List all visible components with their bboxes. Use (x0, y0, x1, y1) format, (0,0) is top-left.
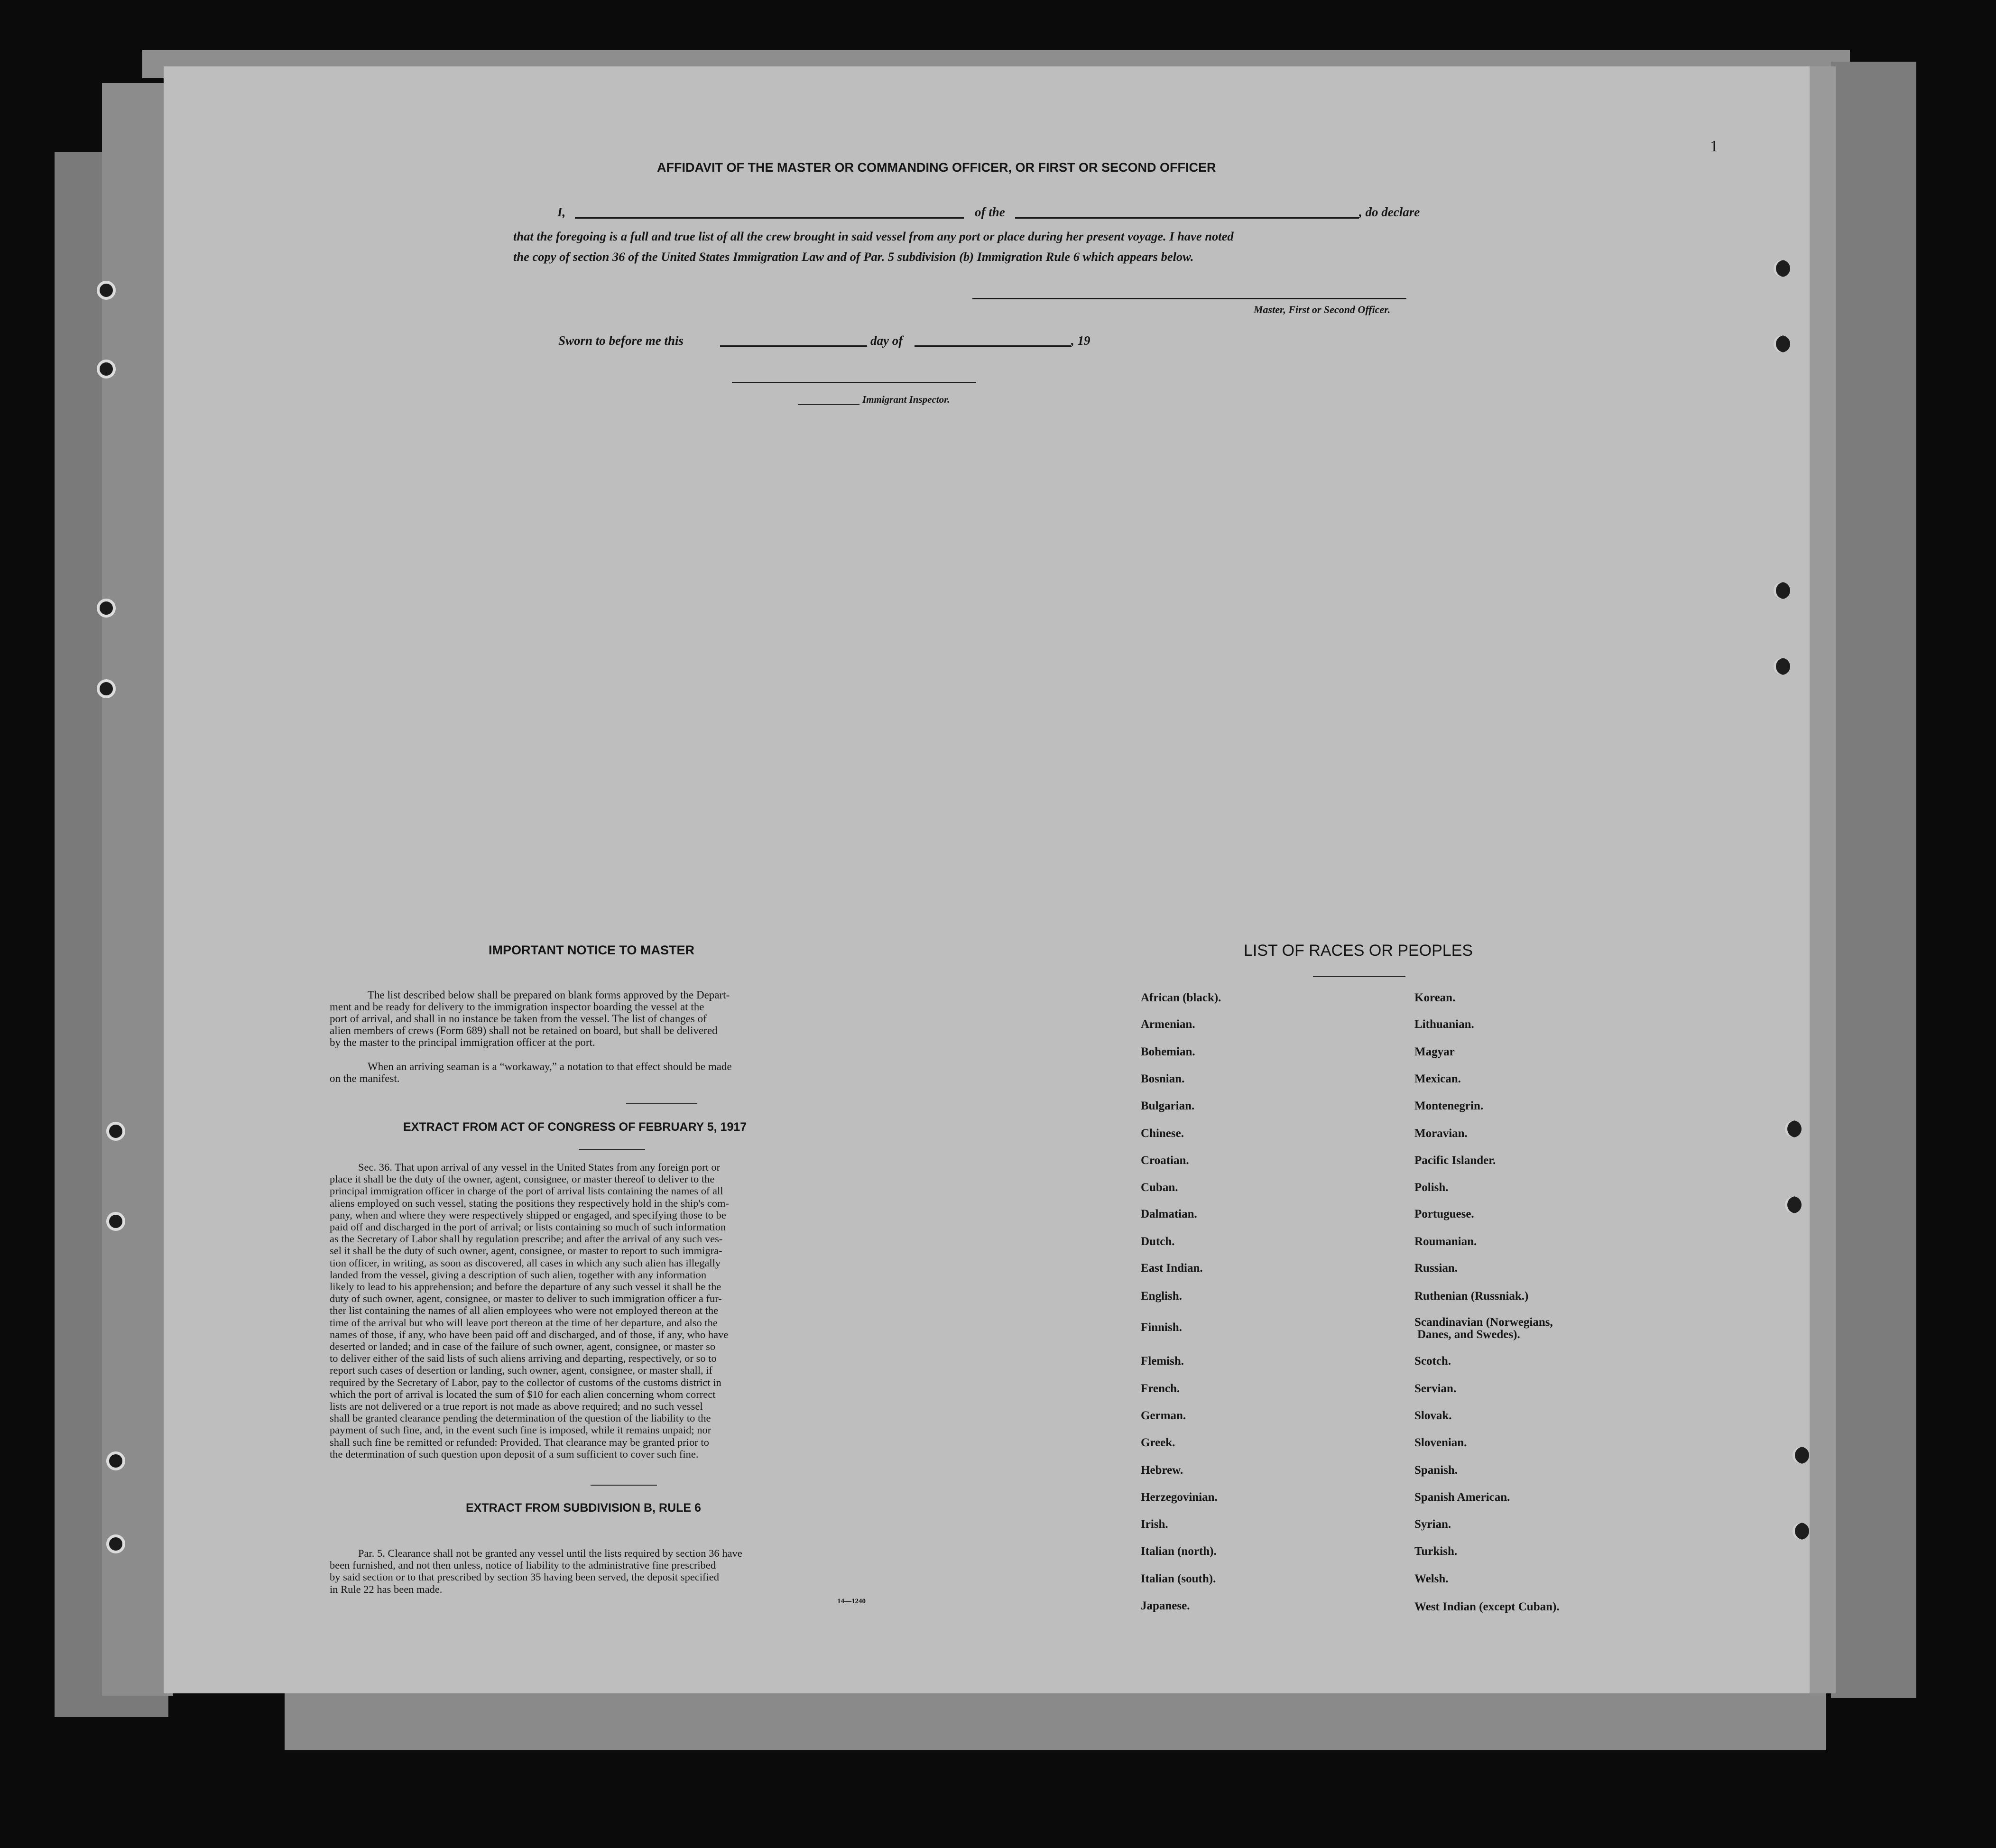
race-entry: West Indian (except Cuban). (1414, 1600, 1560, 1613)
binder-hole (106, 1451, 125, 1470)
race-entry: Slovenian. (1414, 1436, 1467, 1449)
inspector-short-line (798, 404, 859, 405)
extract-act-line: to deliver either of the said lists of such aliens arriving and departing, respectively, or so to (330, 1352, 717, 1365)
race-entry: Bosnian. (1141, 1072, 1185, 1085)
extract-act-line: ther list containing the names of all alien employees who were not employed thereon at the (330, 1304, 719, 1317)
binder-hole (97, 360, 116, 379)
race-entry: African (black). (1141, 991, 1221, 1004)
extract-act-line: required by the Secretary of Labor, pay to the collector of customs of the customs district in (330, 1376, 721, 1388)
race-entry: Bulgarian. (1141, 1100, 1195, 1112)
race-entry: Turkish. (1414, 1545, 1458, 1558)
binder-hole (106, 1122, 125, 1141)
back-sheet-bottom (285, 1689, 1826, 1750)
race-entry: Scandinavian (Norwegians, (1414, 1316, 1553, 1329)
race-entry: Montenegrin. (1414, 1100, 1484, 1112)
extract-act-line: payment of such fine, and, in the event such fine is imposed, while it remains unpaid; nor (330, 1424, 712, 1436)
binder-hole (1773, 335, 1790, 352)
inspector-label: Immigrant Inspector. (862, 394, 950, 405)
form-number: 14—1240 (837, 1598, 866, 1605)
officer-signature-label: Master, First or Second Officer. (1254, 304, 1391, 315)
race-entry: French. (1141, 1382, 1180, 1395)
extract-act-line: lists are not delivered or a true report is not made as above required; and no such vessel (330, 1400, 703, 1413)
extract-act-line: sel it shall be the duty of such owner, agent, consignee, or master to report to such immigra- (330, 1245, 722, 1257)
extract-act-line: deserted or landed; and in case of the failure of such owner, agent, consignee, or master so (330, 1340, 716, 1353)
race-entry: Dutch. (1141, 1235, 1175, 1248)
affidavit-declare: , do declare (1359, 205, 1420, 219)
vessel-name-line (1015, 217, 1359, 219)
binder-hole (1773, 658, 1790, 675)
affidavit-statement-line2: that the foregoing is a full and true list of all the crew brought in said vessel from any port or place during her present voyage. I have noted (513, 229, 1234, 243)
notice-paragraph-1 (330, 989, 882, 1048)
race-entry: Ruthenian (Russniak.) (1414, 1290, 1529, 1303)
affidavit-of-the: of the (975, 205, 1005, 219)
affidavit-statement-line3: the copy of section 36 of the United States Immigration Law and of Par. 5 subdivision (b) Immigration Rule 6 which appears below. (513, 249, 1194, 264)
binder-hole (1792, 1447, 1809, 1464)
notice-line: The list described below shall be prepared on blank forms approved by the Depart- (368, 989, 730, 1001)
master-name-line (575, 217, 964, 219)
notice-paragraph-2 (330, 1061, 882, 1084)
extract-act-line: Sec. 36. That upon arrival of any vessel in the United States from any foreign port or (358, 1161, 721, 1173)
race-entry: Greek. (1141, 1436, 1175, 1449)
race-entry: Croatian. (1141, 1154, 1189, 1167)
extract-act-line: names of those, if any, who have been paid off and discharged, and of those, if any, who have (330, 1328, 729, 1340)
sworn-day-line (720, 345, 867, 347)
race-entry: English. (1141, 1290, 1182, 1303)
race-entry: Pacific Islander. (1414, 1154, 1496, 1167)
extract-rule-line: by said section or to that prescribed by section 35 having been served, the deposit specified (330, 1571, 720, 1583)
notice-line: ment and be ready for delivery to the immigration inspector boarding the vessel at the (330, 1001, 704, 1013)
race-entry: Italian (north). (1141, 1545, 1217, 1558)
extract-act-line: aliens employed on such vessel, stating the positions they respectively hold in the ship's com- (330, 1197, 730, 1209)
section-divider (1313, 976, 1405, 977)
notice-line: on the manifest. (330, 1072, 400, 1084)
binder-hole (97, 599, 116, 618)
extract-act-line: landed from the vessel, giving a description of such alien, together with any information (330, 1268, 707, 1281)
race-entry: Lithuanian. (1414, 1018, 1474, 1031)
binder-hole (1784, 1196, 1802, 1213)
inspector-signature-line (732, 382, 976, 383)
notice-line: When an arriving seaman is a “workaway,” a notation to that effect should be made (368, 1061, 732, 1072)
race-entry: Slovak. (1414, 1409, 1452, 1422)
affidavit-i: I, (557, 205, 566, 219)
extract-act-title: EXTRACT FROM ACT OF CONGRESS OF FEBRUARY 5, 1917 (403, 1120, 747, 1134)
race-entry: Polish. (1414, 1181, 1449, 1194)
section-divider (626, 1103, 697, 1104)
officer-signature-line (972, 298, 1406, 299)
race-entry: Chinese. (1141, 1127, 1184, 1140)
binder-hole (1773, 260, 1790, 277)
binder-hole (1773, 582, 1790, 599)
page-number: 1 (1710, 138, 1718, 155)
race-entry: Irish. (1141, 1518, 1168, 1531)
notice-title: IMPORTANT NOTICE TO MASTER (489, 943, 694, 957)
binder-hole (1792, 1523, 1809, 1540)
race-entry: Flemish. (1141, 1355, 1184, 1368)
extract-act-line: principal immigration officer in charge of the port of arrival lists containing the names of all (330, 1185, 723, 1197)
race-entry: Herzegovinian. (1141, 1491, 1218, 1504)
extract-act-line: shall such fine be remitted or refunded: Provided, That clearance may be granted prior to (330, 1436, 709, 1448)
race-entry: German. (1141, 1409, 1186, 1422)
section-divider (579, 1149, 645, 1150)
extract-act-line: likely to lead to his apprehension; and before the departure of any such vessel it shall be the (330, 1281, 721, 1293)
race-entry: Magyar (1414, 1045, 1455, 1058)
race-entry: Spanish American. (1414, 1491, 1510, 1504)
races-title: LIST OF RACES OR PEOPLES (1244, 942, 1473, 960)
race-entry: Roumanian. (1414, 1235, 1477, 1248)
race-entry: Japanese. (1141, 1599, 1190, 1612)
back-sheet-right (1831, 62, 1916, 1698)
extract-rule-line: in Rule 22 has been made. (330, 1583, 443, 1595)
extract-act-body (330, 1161, 882, 1460)
binder-hole (97, 281, 116, 300)
race-entry: Finnish. (1141, 1321, 1182, 1334)
extract-act-line: pany, when and where they were respectively shipped or engaged, and specifying those to be (330, 1209, 726, 1221)
notice-line: port of arrival, and shall in no instance be taken from the vessel. The list of changes of (330, 1013, 707, 1025)
race-entry: Servian. (1414, 1382, 1457, 1395)
affidavit-title: AFFIDAVIT OF THE MASTER OR COMMANDING OFFICER, OR FIRST OR SECOND OFFICER (657, 160, 1216, 175)
race-entry: Russian. (1414, 1262, 1458, 1275)
race-entry: Bohemian. (1141, 1045, 1195, 1058)
sworn-year: , 19 (1071, 333, 1090, 348)
race-entry: Italian (south). (1141, 1572, 1216, 1585)
right-edge-strip (1810, 66, 1836, 1693)
notice-line: by the master to the principal immigration officer at the port. (330, 1036, 595, 1048)
extract-act-line: report such cases of desertion or landing, such owner, agent, consignee, or master shall, if (330, 1364, 712, 1377)
race-entry: Scotch. (1414, 1355, 1451, 1368)
race-entry: East Indian. (1141, 1262, 1203, 1275)
extract-act-line: which the port of arrival is located the sum of $10 for each alien concerning whom correct (330, 1388, 716, 1400)
race-entry: Korean. (1414, 991, 1456, 1004)
extract-rule-title: EXTRACT FROM SUBDIVISION B, RULE 6 (466, 1501, 701, 1515)
race-entry: Armenian. (1141, 1018, 1195, 1031)
race-entry: Spanish. (1414, 1464, 1458, 1477)
sworn-prefix: Sworn to before me this (558, 333, 684, 348)
extract-act-line: duty of such owner, agent, consignee, or master to deliver to such immigration officer a fur- (330, 1293, 722, 1305)
race-entry: Cuban. (1141, 1181, 1178, 1194)
section-divider (591, 1485, 657, 1486)
race-entry: Moravian. (1414, 1127, 1468, 1140)
notice-line: alien members of crews (Form 689) shall not be retained on board, but shall be delivered (330, 1025, 718, 1036)
extract-rule-line: been furnished, and not then unless, notice of liability to the administrative fine prescribed (330, 1559, 716, 1571)
race-entry: Syrian. (1414, 1518, 1451, 1531)
extract-rule-body (330, 1547, 882, 1595)
extract-act-line: tion officer, in writing, as soon as discovered, all cases in which any such alien has illegally (330, 1257, 721, 1269)
sworn-month-line (915, 345, 1071, 347)
race-entry: Hebrew. (1141, 1464, 1183, 1477)
binder-hole (1784, 1120, 1802, 1137)
race-entry: Portuguese. (1414, 1208, 1474, 1220)
binder-hole (106, 1534, 125, 1553)
extract-rule-line: Par. 5. Clearance shall not be granted any vessel until the lists required by section 36 have (358, 1547, 742, 1559)
binder-hole (97, 679, 116, 698)
extract-act-line: as the Secretary of Labor shall by regulation prescribe; and after the arrival of any such ves- (330, 1233, 723, 1245)
binder-hole (106, 1212, 125, 1231)
extract-act-line: shall be granted clearance pending the determination of the question of the liability to the (330, 1412, 711, 1424)
sworn-day-of: day of (870, 333, 903, 348)
race-entry: Welsh. (1414, 1572, 1449, 1585)
race-entry: Dalmatian. (1141, 1208, 1197, 1220)
extract-act-line: paid off and discharged in the port of arrival; or lists containing so much of such information (330, 1221, 726, 1233)
extract-act-line: place it shall be the duty of the owner, agent, consignee, or master thereof to deliver to the (330, 1173, 715, 1185)
race-entry: Danes, and Swedes). (1417, 1328, 1520, 1341)
extract-act-line: time of the arrival but who will leave port thereon at the time of her departure, and also the (330, 1316, 718, 1329)
extract-act-line: the determination of such question upon deposit of a sum sufficient to cover such fine. (330, 1448, 699, 1460)
race-entry: Mexican. (1414, 1072, 1461, 1085)
